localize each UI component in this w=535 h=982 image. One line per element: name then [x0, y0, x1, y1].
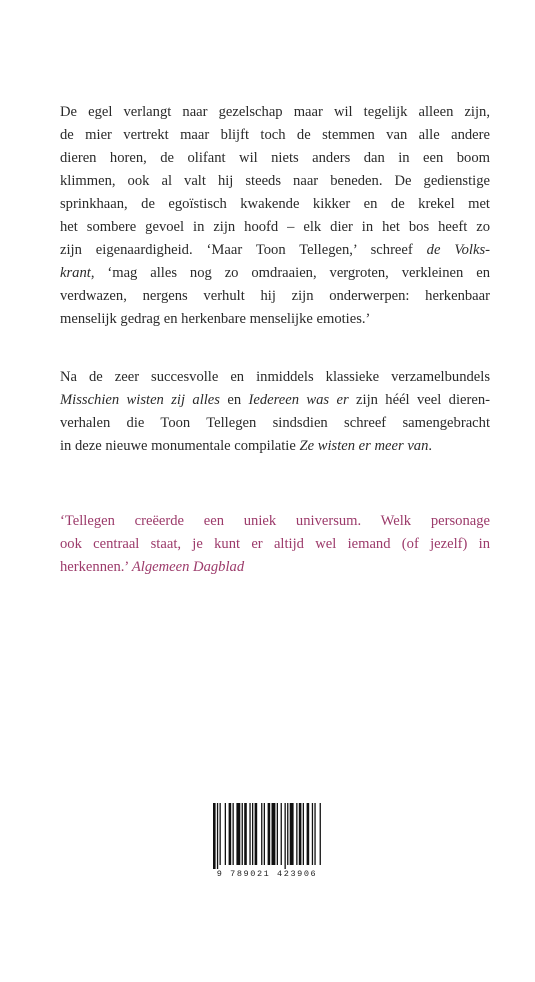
blurb-text: zijn eigenaardigheid. ‘Maar Toon Tellegen,’ schreef — [60, 242, 427, 258]
blurb-text: in deze nieuwe monumentale compilatie — [60, 438, 300, 454]
barcode-bar — [217, 803, 218, 869]
blurb-line: verdwazen, nergens verhult hij zijn onderwerpen: herkenbaar — [60, 288, 490, 304]
barcode-bar — [285, 803, 286, 869]
barcode-bar — [220, 803, 221, 865]
blurb-paragraph-2 — [60, 366, 490, 458]
barcode-bar — [213, 803, 216, 869]
barcode-bar — [320, 803, 321, 865]
publication-name: de Volks- — [426, 242, 490, 258]
barcode-bar — [299, 803, 302, 865]
quote-line: ‘Tellegen creëerde een uniek universum. Welk personage — [60, 513, 490, 529]
barcode-bar — [229, 803, 232, 865]
barcode-bar — [244, 803, 247, 865]
quote-line — [60, 556, 490, 579]
blurb-line: het sombere gevoel in zijn hoofd – elk dier in het bos heeft zo — [60, 219, 490, 235]
blurb-line: verhalen die Toon Tellegen sindsdien schreef samengebracht — [60, 415, 490, 431]
barcode-bar — [307, 803, 310, 865]
barcode-bar — [264, 803, 265, 865]
isbn-digits: 9 789021 423906 — [216, 869, 318, 879]
barcode-bar — [277, 803, 278, 865]
quote-line: ook centraal staat, je kunt er altijd wel iemand (of jezelf) in — [60, 536, 490, 552]
book-title: Ze wisten er meer van — [299, 438, 429, 454]
barcode-bar — [242, 803, 243, 865]
barcode-bar — [225, 803, 226, 865]
blurb-line: klimmen, ook al valt hij steeds naar beneden. De gedienstige — [60, 173, 490, 189]
barcode-bar — [303, 803, 304, 865]
blurb-line — [60, 239, 490, 262]
barcode-bar — [252, 803, 253, 865]
blurb-text: zijn héél veel dieren- — [348, 392, 490, 408]
blurb-line — [60, 389, 490, 412]
book-title: Misschien wisten zij alles — [60, 392, 220, 408]
barcode-icon — [209, 801, 325, 889]
publication-name: krant — [60, 265, 91, 281]
book-title: Iedereen was er — [248, 392, 349, 408]
blurb-line — [60, 435, 490, 458]
barcode-bar — [249, 803, 250, 865]
barcode-bar — [255, 803, 258, 865]
barcode-bar — [314, 803, 315, 865]
blurb-text: , ‘mag alles nog zo omdraaien, vergroten, verkleinen en — [90, 265, 490, 281]
blurb-line: menselijk gedrag en herkenbare menselijke emoties.’ — [60, 311, 371, 327]
blurb-line: De egel verlangt naar gezelschap maar wil tegelijk alleen zijn, — [60, 104, 490, 120]
barcode-bar — [272, 803, 276, 865]
blurb-line: de mier vertrekt maar blijft toch de stemmen van alle andere — [60, 127, 490, 143]
barcode-bar — [290, 803, 294, 865]
quote-text: herkennen.’ — [60, 559, 132, 575]
barcode-bar — [233, 803, 234, 865]
blurb-paragraph-1 — [60, 101, 490, 331]
quote-source: Algemeen Dagblad — [131, 559, 245, 575]
blurb-line: Na de zeer succesvolle en inmiddels klassieke verzamelbundels — [60, 369, 490, 385]
blurb-line: dieren horen, de olifant wil niets anders dan in een boom — [60, 150, 490, 166]
barcode-bar — [281, 803, 282, 865]
press-quote — [60, 510, 490, 579]
barcode-bar — [268, 803, 271, 865]
barcode-bar — [287, 803, 288, 865]
blurb-text: . — [428, 438, 433, 454]
blurb-line — [60, 262, 490, 285]
blurb-line: sprinkhaan, de egoïstisch kwakende kikker en de krekel met — [60, 196, 490, 212]
barcode-bar — [261, 803, 262, 865]
barcode-bar — [236, 803, 240, 865]
blurb-text: en — [219, 392, 249, 408]
barcode-bars — [209, 801, 325, 869]
barcode-bar — [296, 803, 297, 865]
barcode-bar — [312, 803, 313, 865]
